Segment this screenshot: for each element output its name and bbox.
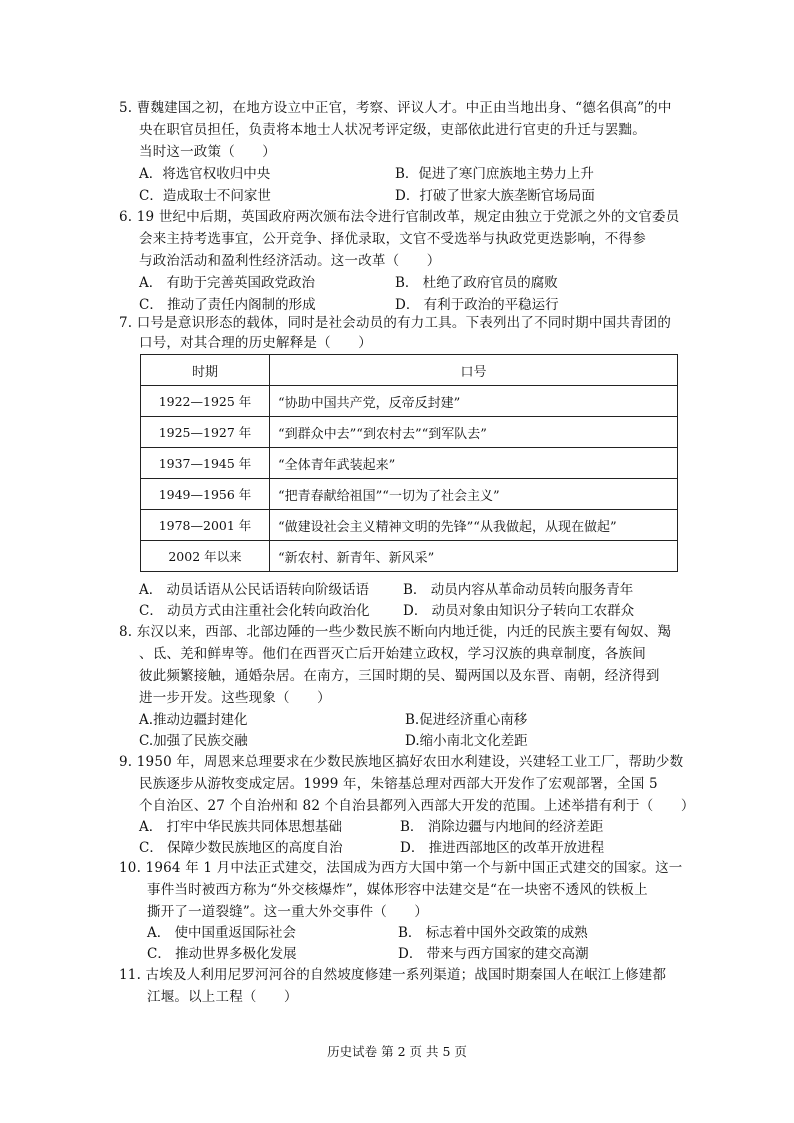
slogan-table bbox=[140, 354, 678, 572]
table-cell-period: 2002 年以来 bbox=[141, 541, 270, 572]
q8-stem-line-2: 、氐、羌和鲜卑等。他们在西晋灭亡后开始建立政权，学习汉族的典章制度，各族间 bbox=[139, 646, 646, 662]
q6-stem-line-1: 6. 19 世纪中后期，英国政府两次颁布法令进行官制改革，规定由独立于党派之外的文官委员 bbox=[119, 209, 680, 225]
q8-stem-line-4: 进一步开发。这些现象（ ） bbox=[139, 690, 331, 706]
q9-stem-line-3: 个自治区、27 个自治州和 82 个自治县都列入西部大开发的范围。上述举措有利于（ ） bbox=[139, 798, 695, 814]
q8-option-d: D.缩小南北文化差距 bbox=[405, 733, 528, 749]
q10-option-b: B． 标志着中国外交政策的成熟 bbox=[398, 925, 588, 941]
q8-stem-line-3: 彼此频繁接触，通婚杂居。在南方，三国时期的吴、蜀两国以及东晋、南朝，经济得到 bbox=[139, 668, 660, 684]
q5-option-c: C．造成取士不问家世 bbox=[139, 188, 271, 204]
table-header-row bbox=[141, 355, 678, 386]
q10-option-c: C． 推动世界多极化发展 bbox=[147, 946, 297, 962]
q6-option-a: A． 有助于完善英国政党政治 bbox=[139, 275, 316, 291]
table-cell-slogan: “协助中国共产党，反帝反封建” bbox=[270, 386, 678, 417]
table-cell-slogan: “全体青年武装起来” bbox=[270, 448, 678, 479]
table-cell-period: 1978—2001 年 bbox=[141, 510, 270, 541]
q11-stem-line-2: 江堰。以上工程（ ） bbox=[147, 989, 298, 1005]
q9-option-c: C． 保障少数民族地区的高度自治 bbox=[139, 840, 343, 856]
q7-option-b: B． 动员内容从革命动员转向服务青年 bbox=[403, 582, 634, 598]
q5-stem-line-1: 5. 曹魏建国之初，在地方设立中正官，考察、评议人才。中正由当地出身、“德名俱高”的中 bbox=[119, 100, 672, 116]
q7-option-d: D． 动员对象由知识分子转向工农群众 bbox=[403, 603, 635, 619]
table-row bbox=[141, 479, 678, 510]
table-cell-slogan: “做建设社会主义精神文明的先锋”“从我做起，从现在做起” bbox=[270, 510, 678, 541]
q6-option-b: B． 杜绝了政府官员的腐败 bbox=[395, 275, 558, 291]
table-header-slogan: 口号 bbox=[270, 355, 678, 386]
table-cell-period: 1922—1925 年 bbox=[141, 386, 270, 417]
q8-option-b: B.促进经济重心南移 bbox=[405, 712, 528, 728]
q9-option-d: D． 推进西部地区的改革开放进程 bbox=[400, 840, 605, 856]
q8-option-c: C.加强了民族交融 bbox=[139, 733, 248, 749]
q10-stem-line-2: 事件当时被西方称为“外交核爆炸”，媒体形容中法建交是“在一块密不透风的铁板上 bbox=[147, 882, 648, 898]
q9-option-b: B． 消除边疆与内地间的经济差距 bbox=[400, 819, 604, 835]
q5-option-b: B．促进了寒门庶族地主势力上升 bbox=[395, 166, 594, 182]
table-row bbox=[141, 417, 678, 448]
q5-option-a: A．将选官权收归中央 bbox=[139, 166, 271, 182]
table-header-period: 时期 bbox=[141, 355, 270, 386]
q7-stem-line-2: 口号，对其合理的历史解释是（ ） bbox=[139, 335, 372, 351]
table-row bbox=[141, 448, 678, 479]
q11-stem-line-1: 11. 古埃及人利用尼罗河河谷的自然坡度修建一系列渠道；战国时期秦国人在岷江上修建都 bbox=[119, 967, 667, 983]
q10-option-a: A． 使中国重返国际社会 bbox=[147, 925, 297, 941]
table-cell-period: 1925—1927 年 bbox=[141, 417, 270, 448]
table-cell-period: 1937—1945 年 bbox=[141, 448, 270, 479]
q6-option-c: C． 推动了责任内阁制的形成 bbox=[139, 297, 316, 313]
q10-option-d: D． 带来与西方国家的建交高潮 bbox=[398, 946, 589, 962]
q9-stem-line-2: 民族逐步从游牧变成定居。1999 年，朱镕基总理对西部大开发作了宏观部署，全国 5 bbox=[139, 776, 658, 792]
q9-option-a: A． 打牢中华民族共同体思想基础 bbox=[139, 819, 343, 835]
q8-stem-line-1: 8. 东汉以来，西部、北部边陲的一些少数民族不断向内地迁徙，内迁的民族主要有匈奴、羯 bbox=[119, 624, 672, 640]
q8-option-a: A.推动边疆封建化 bbox=[139, 712, 248, 728]
q6-option-d: D． 有利于政治的平稳运行 bbox=[395, 297, 559, 313]
table-cell-slogan: “把青春献给祖国”“一切为了社会主义” bbox=[270, 479, 678, 510]
table-row bbox=[141, 510, 678, 541]
table-row bbox=[141, 386, 678, 417]
q10-stem-line-3: 撕开了一道裂缝”。这一重大外交事件（ ） bbox=[147, 904, 429, 920]
q10-stem-line-1: 10. 1964 年 1 月中法正式建交，法国成为西方大国中第一个与新中国正式建交的国家。这一 bbox=[119, 860, 683, 876]
table-cell-slogan: “新农村、新青年、新风采” bbox=[270, 541, 678, 572]
table-cell-slogan: “到群众中去”“到农村去”“到军队去” bbox=[270, 417, 678, 448]
q5-option-d: D．打破了世家大族垄断官场局面 bbox=[395, 188, 595, 204]
q7-option-a: A． 动员话语从公民话语转向阶级话语 bbox=[139, 582, 370, 598]
page-footer: 历史试卷 第 2 页 共 5 页 bbox=[327, 1044, 467, 1059]
q6-stem-line-3: 与政治活动和盈利性经济活动。这一改革（ ） bbox=[139, 253, 441, 269]
q7-option-c: C． 动员方式由注重社会化转向政治化 bbox=[139, 603, 370, 619]
q6-stem-line-2: 会来主持考选事宜，公开竞争、择优录取，文官不受选举与执政党更迭影响，不得参 bbox=[139, 231, 646, 247]
table-row bbox=[141, 541, 678, 572]
q7-stem-line-1: 7. 口号是意识形态的载体，同时是社会动员的有力工具。下表列出了不同时期中国共青团的 bbox=[119, 315, 672, 331]
q9-stem-line-1: 9. 1950 年，周恩来总理要求在少数民族地区搞好农田水利建设，兴建轻工业工厂，帮助少数 bbox=[119, 754, 684, 770]
table-cell-period: 1949—1956 年 bbox=[141, 479, 270, 510]
q5-stem-line-3: 当时这一政策（ ） bbox=[139, 144, 276, 160]
q5-stem-line-2: 央在职官员担任，负责将本地士人状况考评定级，吏部依此进行官吏的升迁与罢黜。 bbox=[139, 122, 646, 138]
